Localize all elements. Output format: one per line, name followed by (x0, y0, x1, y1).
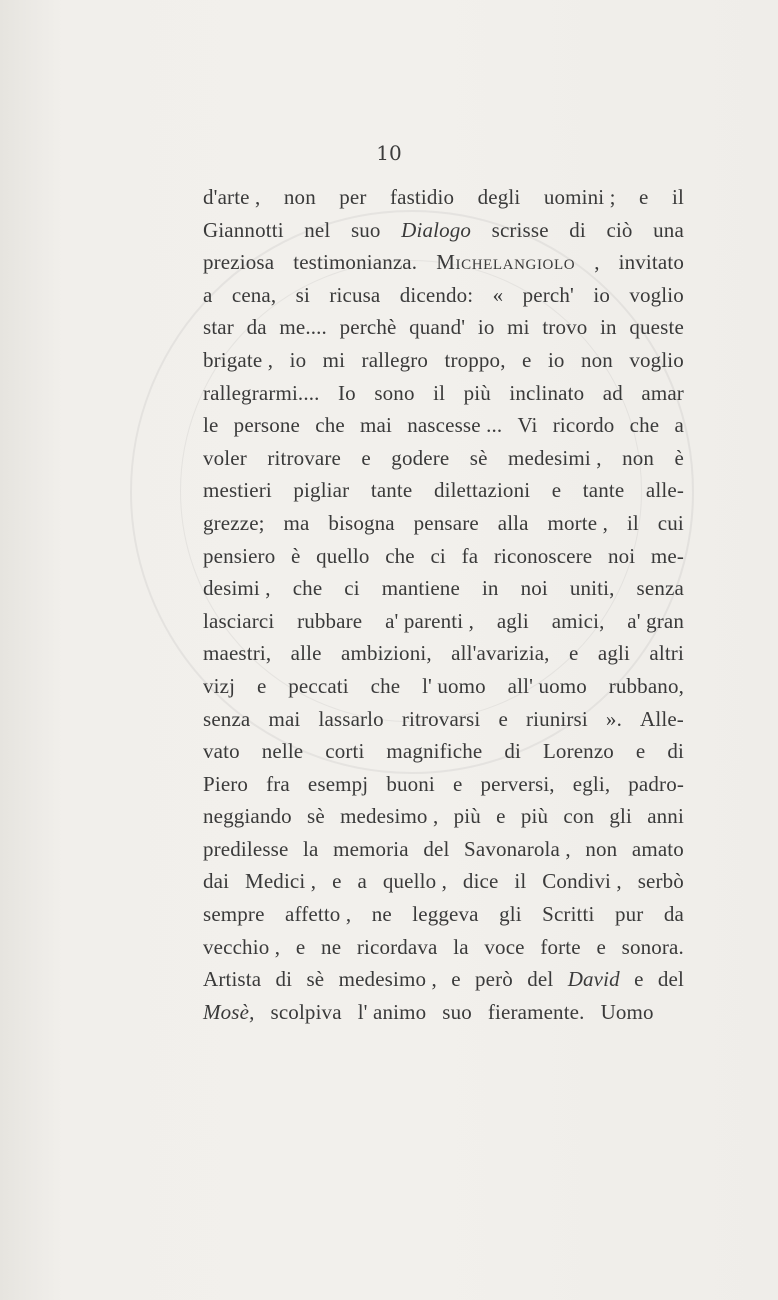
word: sè (306, 967, 325, 992)
word: esempj (307, 771, 369, 796)
word: mai (360, 413, 392, 438)
text-line (203, 344, 684, 377)
word: quand' (409, 315, 466, 340)
text-line (203, 800, 684, 833)
word: Piero (203, 771, 249, 796)
word: alle- (645, 478, 684, 503)
word: quello (316, 543, 370, 568)
word: mai (268, 706, 301, 731)
text-line (203, 605, 684, 638)
word: invitato (618, 250, 684, 275)
word: Savonarola , (464, 836, 571, 861)
word: d'arte , (203, 185, 261, 209)
word: mestieri (203, 478, 272, 503)
word: riconoscere (493, 543, 593, 568)
word: e (332, 869, 342, 894)
word: Dialogo (401, 217, 472, 242)
text-line (203, 898, 684, 931)
word: perversi, (480, 771, 555, 796)
text-line (203, 996, 684, 1029)
word: una (653, 217, 684, 242)
word: l' uomo (422, 673, 486, 698)
word: Uomo (600, 999, 654, 1024)
word: amici, (551, 608, 605, 633)
word: fa (461, 543, 479, 568)
word: a (203, 282, 213, 307)
word: in (600, 315, 617, 340)
word: suo (442, 999, 472, 1024)
word: rallegro (361, 347, 429, 372)
word: all' uomo (507, 673, 587, 698)
word: quello , (382, 869, 448, 894)
word: vato (203, 739, 240, 764)
word: padro- (628, 771, 684, 796)
word: serbò (637, 869, 684, 894)
word: l' animo (357, 999, 427, 1024)
word: egli, (572, 771, 611, 796)
word: mi (322, 347, 346, 372)
word: del (423, 836, 450, 861)
word: Giannotti (203, 217, 284, 242)
word: gli (499, 902, 522, 927)
text-line (203, 931, 684, 964)
word: cena, (231, 282, 277, 307)
word: lassarlo (318, 706, 384, 731)
word: degli (477, 185, 521, 209)
word: queste (629, 315, 684, 340)
word: di (504, 739, 521, 764)
word: uomini ; (543, 185, 616, 209)
text-line (203, 637, 684, 670)
word: peccati (288, 673, 349, 698)
word: che (629, 413, 660, 438)
word: vizj (203, 673, 236, 698)
word: alla (497, 510, 529, 535)
word: pigliar (293, 478, 350, 503)
word: e (568, 641, 579, 666)
word: vecchio , (203, 934, 281, 959)
word: del (657, 967, 684, 992)
word: non (585, 836, 618, 861)
word: e (551, 478, 562, 503)
word: è (291, 543, 301, 568)
word: Medici , (245, 869, 317, 894)
word: fieramente. (487, 999, 585, 1024)
word: ne (321, 934, 342, 959)
word: noi (607, 543, 636, 568)
word: inclinato (509, 380, 585, 405)
word: voglio (629, 282, 684, 307)
word: buoni (386, 771, 435, 796)
word: a (674, 413, 684, 438)
word: non (283, 185, 316, 209)
word: di (667, 739, 684, 764)
word: Scritti (542, 902, 595, 927)
word: ricusa (329, 282, 381, 307)
word: Mosè, (203, 999, 255, 1024)
word: pur (614, 902, 644, 927)
word: tante (370, 478, 413, 503)
word: ricordo (552, 413, 615, 438)
word: grezze; (203, 510, 265, 535)
word: nelle (261, 739, 304, 764)
word: preziosa (203, 250, 275, 275)
word: leggeva (412, 902, 479, 927)
word: forte (540, 934, 581, 959)
text-line (203, 768, 684, 801)
word: perchè (339, 315, 397, 340)
word: e (522, 347, 532, 372)
word: il (671, 185, 684, 209)
word: scrisse (491, 217, 549, 242)
word: troppo, (444, 347, 506, 372)
word: voglio (629, 347, 684, 372)
word: sè (469, 445, 488, 470)
word: senza (203, 706, 251, 731)
word: fastidio (389, 185, 455, 209)
word: riunirsi (525, 706, 588, 731)
text-line (203, 735, 684, 768)
word: più (463, 380, 491, 405)
word: io (547, 347, 565, 372)
word: star (203, 315, 234, 340)
word: pensiero (203, 543, 276, 568)
word: Io (338, 380, 356, 405)
word: le (203, 413, 219, 438)
word: dai (203, 869, 230, 894)
text-line (203, 311, 684, 344)
word: la (303, 836, 319, 861)
text-line (203, 703, 684, 736)
word: altri (649, 641, 684, 666)
word: desimi , (203, 576, 271, 601)
word: nascesse ... (407, 413, 503, 438)
word: , (594, 250, 600, 275)
text-line (203, 246, 684, 279)
word: il (626, 510, 639, 535)
word: trovo (542, 315, 588, 340)
word: il (514, 869, 527, 894)
word: ». (605, 706, 622, 731)
word: sonora. (621, 934, 684, 959)
text-line (203, 507, 684, 540)
word: dicendo: (399, 282, 474, 307)
word: persone (233, 413, 301, 438)
word: suo (350, 217, 381, 242)
word: godere (391, 445, 450, 470)
word: voler (203, 445, 247, 470)
word: medesimo , (340, 804, 439, 829)
word: mantiene (381, 576, 460, 601)
word: ci (344, 576, 360, 601)
word: da (246, 315, 267, 340)
word: a (357, 869, 367, 894)
word: agli (597, 641, 630, 666)
word: me- (650, 543, 684, 568)
word: amar (641, 380, 684, 405)
word: predilesse (203, 836, 289, 861)
word: lasciarci (203, 608, 275, 633)
word: agli (496, 608, 529, 633)
word: medesimi , (507, 445, 602, 470)
word: io (477, 315, 495, 340)
word: ad (602, 380, 623, 405)
word: dice (462, 869, 499, 894)
word: e (295, 934, 306, 959)
word: con (563, 804, 595, 829)
word: per (339, 185, 367, 209)
word: Artista (203, 967, 262, 992)
word: e (596, 934, 606, 959)
word: rubbano, (608, 673, 684, 698)
text-line (203, 540, 684, 573)
word: perch' (522, 282, 574, 307)
word: affetto , (284, 902, 352, 927)
word: che (385, 543, 415, 568)
word: però (475, 967, 513, 992)
word: ne (371, 902, 392, 927)
word: medesimo , (338, 967, 437, 992)
word: e (256, 673, 267, 698)
word: uniti, (569, 576, 615, 601)
word: corti (325, 739, 365, 764)
word: scolpiva (270, 999, 342, 1024)
word: amato (631, 836, 684, 861)
word: all'avarizia, (451, 641, 550, 666)
word: anni (647, 804, 684, 829)
word: neggiando (203, 804, 292, 829)
text-line (203, 214, 684, 247)
word: a' gran (627, 608, 684, 633)
word: bisogna (328, 510, 395, 535)
text-line (203, 963, 684, 996)
word: rallegrarmi.... (203, 380, 320, 405)
page-number: 10 (376, 141, 402, 165)
word: non (622, 445, 655, 470)
word: fra (266, 771, 290, 796)
word: ciò (606, 217, 633, 242)
word: più (520, 804, 549, 829)
word: mi (507, 315, 530, 340)
word: e (635, 739, 646, 764)
word: è (674, 445, 684, 470)
text-line (203, 865, 684, 898)
word: sè (307, 804, 325, 829)
word: pensare (413, 510, 479, 535)
word: io (593, 282, 610, 307)
word: gli (609, 804, 632, 829)
word: e (452, 771, 463, 796)
word: Condivi , (542, 869, 622, 894)
text-line (203, 377, 684, 410)
word: la (453, 934, 469, 959)
word: me.... (279, 315, 327, 340)
word: nel (304, 217, 331, 242)
text-line (203, 442, 684, 475)
word: rubbare (297, 608, 363, 633)
text-line (203, 572, 684, 605)
body-text (203, 181, 684, 1028)
word: David (567, 967, 620, 992)
word: testimonianza. (293, 250, 418, 275)
word: ma (283, 510, 310, 535)
word: Michelangiolo (436, 250, 576, 275)
word: brigate , (203, 347, 274, 372)
word: voce (484, 934, 525, 959)
text-line (203, 474, 684, 507)
word: senza (636, 576, 684, 601)
text-line (203, 670, 684, 703)
word: di (569, 217, 586, 242)
word: magnifiche (386, 739, 483, 764)
word: sono (374, 380, 415, 405)
word: il (433, 380, 446, 405)
word: e (498, 706, 508, 731)
word: noi (520, 576, 548, 601)
word: da (663, 902, 684, 927)
word: tante (582, 478, 625, 503)
word: Alle- (640, 706, 684, 731)
text-line (203, 181, 684, 214)
word: io (289, 347, 307, 372)
word: morte , (547, 510, 609, 535)
word: sempre (203, 902, 265, 927)
word: non (581, 347, 613, 372)
text-line (203, 279, 684, 312)
word: ambizioni, (341, 641, 432, 666)
word: memoria (333, 836, 409, 861)
word: a' parenti , (385, 608, 475, 633)
word: e (639, 185, 649, 209)
word: « (492, 282, 504, 307)
word: ritrovarsi (401, 706, 481, 731)
word: che (370, 673, 401, 698)
word: in (481, 576, 499, 601)
word: dilettazioni (433, 478, 531, 503)
word: del (527, 967, 554, 992)
word: Vi (517, 413, 538, 438)
word: ritrovare (267, 445, 341, 470)
word: e (634, 967, 644, 992)
word: ricordava (356, 934, 438, 959)
word: e (451, 967, 461, 992)
word: che (292, 576, 323, 601)
word: di (275, 967, 293, 992)
word: ci (430, 543, 446, 568)
word: e (361, 445, 371, 470)
text-line (203, 833, 684, 866)
word: cui (657, 510, 684, 535)
text-line (203, 409, 684, 442)
word: maestri, (203, 641, 272, 666)
word: Lorenzo (542, 739, 614, 764)
word: più (453, 804, 481, 829)
word: alle (290, 641, 322, 666)
word: che (315, 413, 345, 438)
word: e (496, 804, 506, 829)
word: si (295, 282, 310, 307)
